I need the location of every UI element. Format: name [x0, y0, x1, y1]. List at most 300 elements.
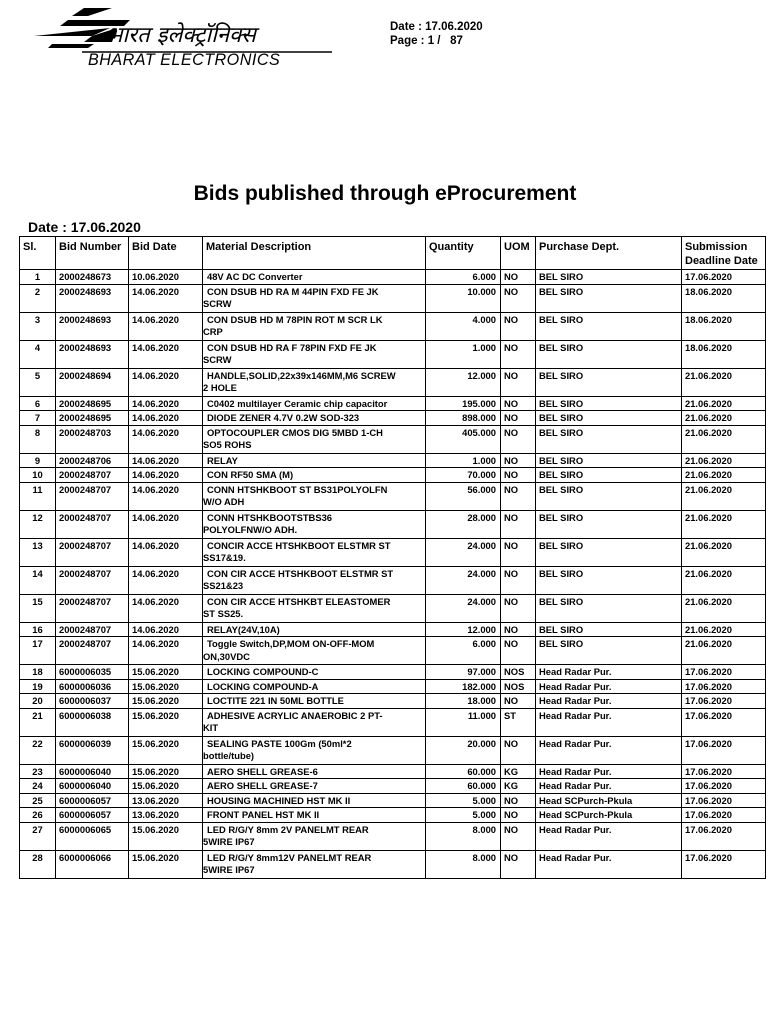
cell-bid-date: 15.06.2020 — [129, 679, 203, 694]
cell-uom: NO — [501, 368, 536, 396]
cell-sl: 10 — [20, 468, 56, 483]
cell-sl: 2 — [20, 284, 56, 312]
table-body — [20, 270, 766, 879]
cell-bid-date: 14.06.2020 — [129, 510, 203, 538]
cell-material-description — [203, 396, 426, 411]
cell-purchase-dept: BEL SIRO — [536, 538, 682, 566]
cell-uom: NO — [501, 284, 536, 312]
cell-material-description — [203, 736, 426, 764]
cell-purchase-dept: Head Radar Pur. — [536, 694, 682, 709]
cell-bid-date: 14.06.2020 — [129, 482, 203, 510]
cell-quantity: 10.000 — [426, 284, 501, 312]
table-row — [20, 538, 766, 566]
material-description-line1: SEALING PASTE 100Gm (50ml*2 — [207, 737, 352, 749]
cell-bid-date: 15.06.2020 — [129, 850, 203, 878]
cell-sl: 12 — [20, 510, 56, 538]
cell-material-description — [203, 284, 426, 312]
cell-quantity: 6.000 — [426, 270, 501, 285]
cell-quantity: 6.000 — [426, 637, 501, 665]
table-row — [20, 708, 766, 736]
cell-submission-deadline: 21.06.2020 — [682, 411, 766, 426]
cell-submission-deadline: 21.06.2020 — [682, 510, 766, 538]
cell-quantity: 24.000 — [426, 566, 501, 594]
material-description-line1: CON RF50 SMA (M) — [207, 469, 294, 480]
table-row — [20, 468, 766, 483]
cell-quantity: 24.000 — [426, 594, 501, 622]
cell-sl: 20 — [20, 694, 56, 709]
cell-purchase-dept: BEL SIRO — [536, 368, 682, 396]
cell-bid-number: 6000006066 — [56, 850, 129, 878]
cell-sl: 16 — [20, 622, 56, 637]
table-row — [20, 793, 766, 808]
cell-purchase-dept: BEL SIRO — [536, 510, 682, 538]
page-title: Bids published through eProcurement — [193, 182, 577, 205]
cell-uom: ST — [501, 708, 536, 736]
material-description-line2: SO5 ROHS — [203, 439, 252, 450]
cell-sl: 9 — [20, 453, 56, 468]
cell-bid-date: 15.06.2020 — [129, 822, 203, 850]
cell-sl: 19 — [20, 679, 56, 694]
cell-uom: NO — [501, 396, 536, 411]
col-header-bid-date: Bid Date — [129, 237, 203, 270]
material-description-line1: HOUSING MACHINED HST MK II — [207, 794, 351, 806]
cell-material-description — [203, 822, 426, 850]
cell-submission-deadline: 17.06.2020 — [682, 822, 766, 850]
cell-material-description — [203, 425, 426, 453]
cell-bid-number: 2000248673 — [56, 270, 129, 285]
cell-bid-number: 2000248707 — [56, 594, 129, 622]
cell-bid-date: 14.06.2020 — [129, 368, 203, 396]
cell-quantity: 1.000 — [426, 453, 501, 468]
cell-purchase-dept: BEL SIRO — [536, 425, 682, 453]
cell-sl: 28 — [20, 850, 56, 878]
cell-material-description — [203, 665, 426, 680]
cell-purchase-dept: Head Radar Pur. — [536, 665, 682, 680]
cell-bid-number: 6000006040 — [56, 764, 129, 779]
cell-sl: 21 — [20, 708, 56, 736]
page-meta — [390, 20, 483, 48]
cell-material-description — [203, 764, 426, 779]
cell-quantity: 898.000 — [426, 411, 501, 426]
material-description-line2: W/O ADH — [203, 496, 245, 507]
cell-bid-date: 14.06.2020 — [129, 566, 203, 594]
cell-purchase-dept: Head Radar Pur. — [536, 850, 682, 878]
material-description-line1: RELAY(24V,10A) — [207, 623, 280, 635]
col-header-bid-number: Bid Number — [56, 237, 129, 270]
cell-bid-date: 15.06.2020 — [129, 665, 203, 680]
cell-submission-deadline: 17.06.2020 — [682, 708, 766, 736]
cell-material-description — [203, 510, 426, 538]
material-description-line1: LED R/G/Y 8mm 2V PANELMT REAR — [207, 823, 369, 835]
cell-sl: 8 — [20, 425, 56, 453]
cell-submission-deadline: 21.06.2020 — [682, 566, 766, 594]
cell-uom: NO — [501, 312, 536, 340]
cell-material-description — [203, 708, 426, 736]
cell-purchase-dept: BEL SIRO — [536, 284, 682, 312]
cell-purchase-dept: BEL SIRO — [536, 622, 682, 637]
cell-submission-deadline: 21.06.2020 — [682, 396, 766, 411]
material-description-line1: 48V AC DC Converter — [207, 271, 303, 282]
cell-material-description — [203, 679, 426, 694]
cell-quantity: 20.000 — [426, 736, 501, 764]
cell-sl: 24 — [20, 779, 56, 794]
cell-bid-date: 15.06.2020 — [129, 694, 203, 709]
cell-bid-date: 13.06.2020 — [129, 808, 203, 823]
table-row — [20, 368, 766, 396]
cell-uom: NO — [501, 694, 536, 709]
cell-submission-deadline: 17.06.2020 — [682, 850, 766, 878]
cell-bid-number: 6000006039 — [56, 736, 129, 764]
cell-purchase-dept: BEL SIRO — [536, 594, 682, 622]
cell-bid-number: 6000006057 — [56, 793, 129, 808]
cell-sl: 14 — [20, 566, 56, 594]
cell-bid-date: 10.06.2020 — [129, 270, 203, 285]
cell-bid-date: 13.06.2020 — [129, 793, 203, 808]
cell-uom: NOS — [501, 665, 536, 680]
cell-submission-deadline: 21.06.2020 — [682, 368, 766, 396]
cell-quantity: 56.000 — [426, 482, 501, 510]
cell-quantity: 28.000 — [426, 510, 501, 538]
table-row — [20, 340, 766, 368]
cell-quantity: 11.000 — [426, 708, 501, 736]
cell-material-description — [203, 340, 426, 368]
material-description-line2: SS21&23 — [203, 580, 244, 591]
cell-purchase-dept: BEL SIRO — [536, 566, 682, 594]
cell-quantity: 12.000 — [426, 622, 501, 637]
cell-sl: 18 — [20, 665, 56, 680]
table-row — [20, 396, 766, 411]
cell-purchase-dept: BEL SIRO — [536, 340, 682, 368]
material-description-line2: bottle/tube) — [203, 750, 255, 761]
material-description-line1: ADHESIVE ACRYLIC ANAEROBIC 2 PT- — [207, 709, 383, 721]
bids-table — [19, 236, 766, 879]
cell-sl: 27 — [20, 822, 56, 850]
cell-material-description — [203, 594, 426, 622]
col-header-sl: Sl. — [20, 237, 56, 270]
cell-bid-number: 2000248693 — [56, 340, 129, 368]
cell-material-description — [203, 368, 426, 396]
col-header-material-description: Material Description — [203, 237, 426, 270]
cell-quantity: 70.000 — [426, 468, 501, 483]
cell-quantity: 60.000 — [426, 764, 501, 779]
cell-uom: NO — [501, 340, 536, 368]
cell-quantity: 24.000 — [426, 538, 501, 566]
cell-purchase-dept: BEL SIRO — [536, 411, 682, 426]
cell-uom: NO — [501, 538, 536, 566]
cell-material-description — [203, 793, 426, 808]
material-description-line1: CONN HTSHKBOOTSTBS36 — [207, 511, 333, 523]
table-row — [20, 566, 766, 594]
cell-submission-deadline: 17.06.2020 — [682, 779, 766, 794]
material-description-line1: OPTOCOUPLER CMOS DIG 5MBD 1-CH — [207, 426, 383, 438]
cell-material-description — [203, 808, 426, 823]
cell-bid-number: 6000006057 — [56, 808, 129, 823]
cell-submission-deadline: 21.06.2020 — [682, 594, 766, 622]
material-description-line1: CON DSUB HD RA F 78PIN FXD FE JK — [207, 341, 377, 353]
material-description-line1: AERO SHELL GREASE-7 — [207, 780, 318, 791]
material-description-line2: SCRW — [203, 354, 232, 365]
material-description-line1: CON DSUB HD RA M 44PIN FXD FE JK — [207, 285, 379, 297]
cell-purchase-dept: Head SCPurch-Pkula — [536, 808, 682, 823]
cell-material-description — [203, 622, 426, 637]
material-description-line1: LOCTITE 221 IN 50ML BOTTLE — [207, 695, 344, 706]
col-header-uom: UOM — [501, 237, 536, 270]
table-row — [20, 779, 766, 794]
cell-bid-number: 2000248706 — [56, 453, 129, 468]
cell-bid-number: 2000248707 — [56, 482, 129, 510]
cell-bid-date: 14.06.2020 — [129, 396, 203, 411]
cell-sl: 25 — [20, 793, 56, 808]
cell-bid-date: 15.06.2020 — [129, 708, 203, 736]
cell-submission-deadline: 17.06.2020 — [682, 736, 766, 764]
cell-uom: NO — [501, 622, 536, 637]
cell-uom: NO — [501, 822, 536, 850]
cell-purchase-dept: Head Radar Pur. — [536, 736, 682, 764]
material-description-line2: KIT — [203, 722, 219, 733]
cell-material-description — [203, 850, 426, 878]
cell-material-description — [203, 312, 426, 340]
cell-submission-deadline: 21.06.2020 — [682, 538, 766, 566]
cell-material-description — [203, 637, 426, 665]
col-header-purchase-dept: Purchase Dept. — [536, 237, 682, 270]
table-row — [20, 510, 766, 538]
table-row — [20, 822, 766, 850]
cell-sl: 7 — [20, 411, 56, 426]
material-description-line2: SCRW — [203, 298, 232, 309]
cell-purchase-dept: Head Radar Pur. — [536, 779, 682, 794]
cell-purchase-dept: BEL SIRO — [536, 312, 682, 340]
cell-uom: NO — [501, 736, 536, 764]
cell-submission-deadline: 18.06.2020 — [682, 284, 766, 312]
cell-bid-date: 14.06.2020 — [129, 622, 203, 637]
cell-material-description — [203, 411, 426, 426]
material-description-line2: POLYOLFNW/O ADH. — [203, 524, 298, 535]
cell-submission-deadline: 17.06.2020 — [682, 793, 766, 808]
cell-sl: 4 — [20, 340, 56, 368]
cell-quantity: 5.000 — [426, 808, 501, 823]
cell-sl: 3 — [20, 312, 56, 340]
cell-submission-deadline: 17.06.2020 — [682, 764, 766, 779]
cell-uom: NO — [501, 637, 536, 665]
cell-uom: KG — [501, 779, 536, 794]
cell-bid-date: 14.06.2020 — [129, 637, 203, 665]
cell-purchase-dept: Head Radar Pur. — [536, 822, 682, 850]
material-description-line2: CRP — [203, 326, 223, 337]
material-description-line1: FRONT PANEL HST MK II — [207, 809, 320, 820]
cell-uom: NO — [501, 411, 536, 426]
cell-bid-number: 2000248707 — [56, 538, 129, 566]
cell-quantity: 60.000 — [426, 779, 501, 794]
cell-quantity: 5.000 — [426, 793, 501, 808]
cell-uom: NO — [501, 453, 536, 468]
table-row — [20, 425, 766, 453]
cell-quantity: 195.000 — [426, 396, 501, 411]
table-row — [20, 594, 766, 622]
page-number: Page : 1 / 87 — [390, 35, 463, 47]
cell-purchase-dept: BEL SIRO — [536, 637, 682, 665]
cell-uom: KG — [501, 764, 536, 779]
cell-sl: 5 — [20, 368, 56, 396]
material-description-line1: C0402 multilayer Ceramic chip capacitor — [207, 397, 388, 409]
material-description-line1: CON DSUB HD M 78PIN ROT M SCR LK — [207, 313, 383, 325]
logo-english-text: BHARAT ELECTRONICS — [88, 50, 281, 69]
material-description-line2: 2 HOLE — [203, 382, 237, 393]
table-row — [20, 453, 766, 468]
cell-purchase-dept: Head SCPurch-Pkula — [536, 793, 682, 808]
cell-sl: 11 — [20, 482, 56, 510]
cell-sl: 6 — [20, 396, 56, 411]
cell-submission-deadline: 21.06.2020 — [682, 637, 766, 665]
cell-sl: 15 — [20, 594, 56, 622]
material-description-line1: CON CIR ACCE HTSHKBOOT ELSTMR ST — [207, 567, 394, 579]
table-row — [20, 637, 766, 665]
cell-submission-deadline: 21.06.2020 — [682, 425, 766, 453]
cell-uom: NO — [501, 808, 536, 823]
cell-quantity: 12.000 — [426, 368, 501, 396]
cell-sl: 1 — [20, 270, 56, 285]
cell-material-description — [203, 779, 426, 794]
cell-submission-deadline: 17.06.2020 — [682, 665, 766, 680]
cell-purchase-dept: BEL SIRO — [536, 396, 682, 411]
table-row — [20, 736, 766, 764]
cell-material-description — [203, 538, 426, 566]
table-row — [20, 665, 766, 680]
cell-submission-deadline: 17.06.2020 — [682, 679, 766, 694]
table-row — [20, 284, 766, 312]
col-header-quantity: Quantity — [426, 237, 501, 270]
cell-bid-date: 14.06.2020 — [129, 538, 203, 566]
cell-purchase-dept: BEL SIRO — [536, 270, 682, 285]
cell-bid-number: 6000006036 — [56, 679, 129, 694]
cell-uom: NOS — [501, 679, 536, 694]
cell-bid-date: 15.06.2020 — [129, 736, 203, 764]
table-row — [20, 764, 766, 779]
cell-bid-number: 2000248693 — [56, 312, 129, 340]
report-date: Date : 17.06.2020 — [28, 219, 141, 235]
cell-purchase-dept: BEL SIRO — [536, 482, 682, 510]
cell-bid-date: 14.06.2020 — [129, 453, 203, 468]
cell-purchase-dept: Head Radar Pur. — [536, 764, 682, 779]
cell-bid-number: 2000248707 — [56, 510, 129, 538]
cell-purchase-dept: Head Radar Pur. — [536, 679, 682, 694]
material-description-line2: ON,30VDC — [203, 650, 250, 662]
cell-submission-deadline: 17.06.2020 — [682, 694, 766, 709]
cell-bid-number: 2000248693 — [56, 284, 129, 312]
material-description-line2: 5WIRE IP67 — [203, 864, 255, 875]
col-header-submission-deadline: Submission Deadline Date — [682, 237, 766, 270]
material-description-line1: AERO SHELL GREASE-6 — [207, 765, 318, 777]
cell-bid-number: 6000006040 — [56, 779, 129, 794]
material-description-line2: ST SS25. — [203, 608, 244, 619]
cell-bid-number: 6000006035 — [56, 665, 129, 680]
cell-purchase-dept: Head Radar Pur. — [536, 708, 682, 736]
cell-submission-deadline: 17.06.2020 — [682, 808, 766, 823]
cell-material-description — [203, 694, 426, 709]
cell-sl: 23 — [20, 764, 56, 779]
cell-submission-deadline: 18.06.2020 — [682, 340, 766, 368]
cell-quantity: 405.000 — [426, 425, 501, 453]
material-description-line1: CON CIR ACCE HTSHKBT ELEASTOMER — [207, 595, 391, 607]
cell-submission-deadline: 21.06.2020 — [682, 482, 766, 510]
cell-bid-number: 2000248695 — [56, 411, 129, 426]
material-description-line2: 5WIRE IP67 — [203, 836, 255, 847]
logo-hindi-text: भारत इलेक्ट्रॉनिक्स — [107, 23, 256, 48]
cell-bid-number: 2000248707 — [56, 566, 129, 594]
material-description-line1: HANDLE,SOLID,22x39x146MM,M6 SCREW — [207, 369, 396, 381]
cell-bid-date: 14.06.2020 — [129, 340, 203, 368]
table-row — [20, 850, 766, 878]
cell-bid-number: 2000248707 — [56, 622, 129, 637]
cell-material-description — [203, 270, 426, 285]
cell-bid-number: 6000006037 — [56, 694, 129, 709]
cell-bid-date: 14.06.2020 — [129, 312, 203, 340]
cell-bid-date: 14.06.2020 — [129, 594, 203, 622]
cell-bid-number: 6000006038 — [56, 708, 129, 736]
table-row — [20, 622, 766, 637]
table-row — [20, 270, 766, 285]
table-row — [20, 482, 766, 510]
cell-uom: NO — [501, 425, 536, 453]
cell-uom: NO — [501, 850, 536, 878]
cell-material-description — [203, 468, 426, 483]
material-description-line1: LED R/G/Y 8mm12V PANELMT REAR — [207, 851, 372, 863]
cell-quantity: 4.000 — [426, 312, 501, 340]
cell-bid-date: 15.06.2020 — [129, 779, 203, 794]
cell-submission-deadline: 21.06.2020 — [682, 622, 766, 637]
cell-quantity: 97.000 — [426, 665, 501, 680]
cell-material-description — [203, 453, 426, 468]
cell-purchase-dept: BEL SIRO — [536, 468, 682, 483]
table-row — [20, 411, 766, 426]
cell-quantity: 1.000 — [426, 340, 501, 368]
cell-bid-date: 14.06.2020 — [129, 425, 203, 453]
cell-uom: NO — [501, 594, 536, 622]
cell-material-description — [203, 482, 426, 510]
cell-bid-number: 2000248703 — [56, 425, 129, 453]
cell-quantity: 182.000 — [426, 679, 501, 694]
cell-quantity: 8.000 — [426, 850, 501, 878]
cell-bid-number: 2000248707 — [56, 468, 129, 483]
table-row — [20, 679, 766, 694]
company-logo — [32, 6, 332, 70]
cell-submission-deadline: 17.06.2020 — [682, 270, 766, 285]
cell-bid-number: 6000006065 — [56, 822, 129, 850]
cell-material-description — [203, 566, 426, 594]
cell-bid-date: 15.06.2020 — [129, 764, 203, 779]
cell-submission-deadline: 18.06.2020 — [682, 312, 766, 340]
cell-quantity: 8.000 — [426, 822, 501, 850]
cell-bid-date: 14.06.2020 — [129, 411, 203, 426]
material-description-line1: Toggle Switch,DP,MOM ON-OFF-MOM — [207, 638, 375, 649]
cell-uom: NO — [501, 566, 536, 594]
material-description-line1: LOCKING COMPOUND-C — [207, 666, 319, 677]
cell-bid-number: 2000248694 — [56, 368, 129, 396]
table-header-row — [20, 237, 766, 270]
material-description-line1: RELAY — [207, 454, 238, 466]
cell-quantity: 18.000 — [426, 694, 501, 709]
cell-bid-date: 14.06.2020 — [129, 468, 203, 483]
material-description-line2: SS17&19. — [203, 552, 246, 563]
cell-uom: NO — [501, 510, 536, 538]
cell-bid-date: 14.06.2020 — [129, 284, 203, 312]
cell-purchase-dept: BEL SIRO — [536, 453, 682, 468]
cell-sl: 17 — [20, 637, 56, 665]
cell-bid-number: 2000248707 — [56, 637, 129, 665]
table-row — [20, 312, 766, 340]
material-description-line1: CONN HTSHKBOOT ST BS31POLYOLFN — [207, 483, 388, 495]
material-description-line1: DIODE ZENER 4.7V 0.2W SOD-323 — [207, 412, 360, 423]
material-description-line1: LOCKING COMPOUND-A — [207, 680, 319, 692]
